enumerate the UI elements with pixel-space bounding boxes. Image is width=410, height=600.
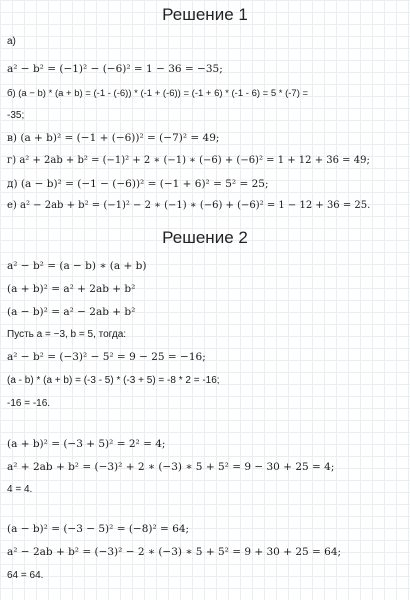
- part-a-equation: a² − b² = (−1)² − (−6)² = 1 − 36 = −35;: [7, 63, 223, 75]
- part-e-equation: е) a² − 2ab + b² = (−1)² − 2 ∗ (−1) ∗ (−6) + (−6)² = 1 − 12 + 36 = 25.: [7, 200, 371, 211]
- substitution-statement: Пусть a = −3, b = 5, тогда:: [7, 329, 127, 340]
- part-a-label: а): [7, 36, 16, 47]
- check-3-result: 64 = 64.: [7, 570, 44, 581]
- part-g-equation: г) a² + 2ab + b² = (−1)² + 2 ∗ (−1) ∗ (−6) + (−6)² = 1 + 12 + 36 = 49;: [7, 155, 370, 166]
- part-d-equation: д) (a − b)² = (−1 − (−6))² = (−1 + 6)² = 5² = 25;: [7, 178, 269, 190]
- check-1-left: a² − b² = (−3)² − 5² = 9 − 25 = −16;: [7, 351, 206, 363]
- identity-difference-of-squares: a² − b² = (a − b) ∗ (a + b): [7, 260, 147, 272]
- part-b-result: -35;: [7, 110, 25, 121]
- check-1-right: (a - b) * (a + b) = (-3 - 5) * (-3 + 5) = -8 * 2 = -16;: [7, 375, 220, 386]
- solution-1-title: Решение 1: [162, 5, 248, 24]
- check-2-left: (a + b)² = (−3 + 5)² = 2² = 4;: [7, 438, 166, 450]
- check-3-right: a² − 2ab + b² = (−3)² − 2 ∗ (−3) ∗ 5 + 5² = 9 + 30 + 25 = 64;: [7, 546, 342, 558]
- check-3-left: (a − b)² = (−3 − 5)² = (−8)² = 64;: [7, 523, 190, 535]
- identity-square-of-sum: (a + b)² = a² + 2ab + b²: [7, 283, 136, 295]
- identity-square-of-difference: (a − b)² = a² − 2ab + b²: [7, 306, 136, 318]
- check-2-result: 4 = 4.: [7, 484, 33, 495]
- solution-2-title: Решение 2: [162, 228, 248, 247]
- part-b-equation: б) (a − b) * (a + b) = (-1 - (-6)) * (-1 + (-6)) = (-1 + 6) * (-1 - 6) = 5 * (-7) =: [7, 88, 309, 99]
- part-v-equation: в) (a + b)² = (−1 + (−6))² = (−7)² = 49;: [7, 132, 220, 144]
- check-2-right: a² + 2ab + b² = (−3)² + 2 ∗ (−3) ∗ 5 + 5² = 9 − 30 + 25 = 4;: [7, 461, 335, 473]
- check-1-result: -16 = -16.: [7, 398, 51, 409]
